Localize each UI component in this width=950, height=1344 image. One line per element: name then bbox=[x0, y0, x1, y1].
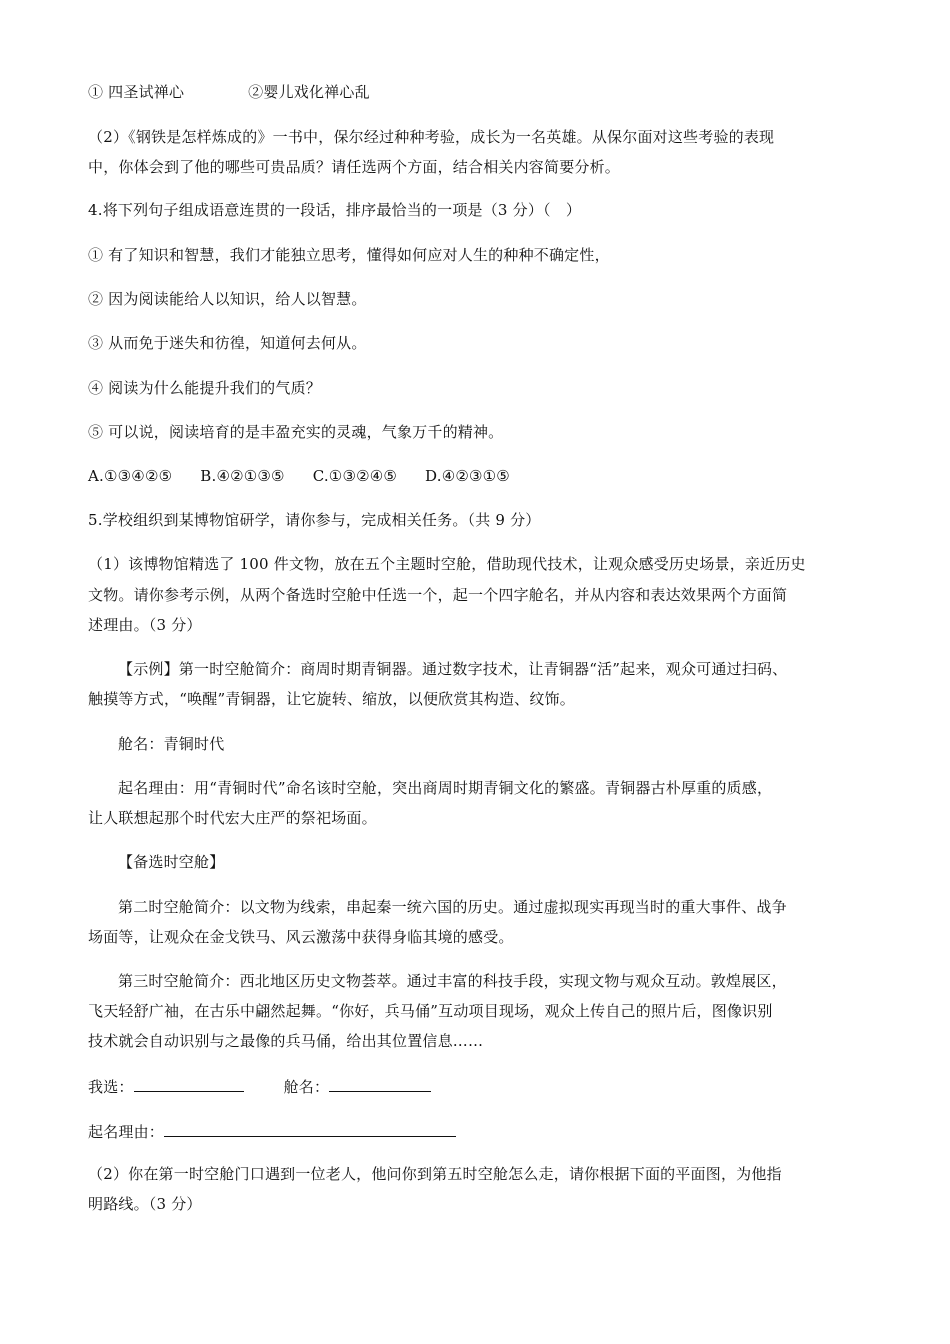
q5-cabin2-line-2: 场面等，让观众在金戈铁马、风云激荡中获得身临其境的感受。 bbox=[88, 928, 514, 946]
q5-part2-line-1: （2）你在第一时空舱门口遇到一位老人，他问你到第五时空舱怎么走，请你根据下面的平面图，为他指 bbox=[88, 1165, 782, 1183]
q5-part1-line-2: 文物。请你参考示例，从两个备选时空舱中任选一个，起一个四字舱名，并从内容和表达效果两个方面简 bbox=[88, 586, 788, 604]
q5-stem: 5.学校组织到某博物馆研学，请你参与，完成相关任务。（共 9 分） bbox=[88, 511, 541, 529]
q3-part1-options bbox=[88, 82, 878, 102]
q4-option-b: B.④②①③⑤ bbox=[200, 467, 285, 485]
q4-option-a: A.①③④②⑤ bbox=[88, 467, 173, 485]
q4-options bbox=[88, 466, 878, 486]
q5-example-reason-line-2: 让人联想起那个时代宏大庄严的祭祀场面。 bbox=[88, 809, 377, 827]
q5-part2-line-2: 明路线。（3 分） bbox=[88, 1195, 202, 1213]
q4-option-c: C.①③②④⑤ bbox=[312, 467, 398, 485]
q4-sentence-3: ③ 从而免于迷失和彷徨，知道何去何从。 bbox=[88, 334, 367, 352]
q3-part2-line-2: 中，你体会到了他的哪些可贵品质？请任选两个方面，结合相关内容简要分析。 bbox=[88, 158, 621, 176]
q4-sentence-4: ④ 阅读为什么能提升我们的气质？ bbox=[88, 379, 321, 397]
q4-sentence-5: ⑤ 可以说，阅读培育的是丰盈充实的灵魂，气象万千的精神。 bbox=[88, 423, 504, 441]
answer-name-label: 舱名： bbox=[283, 1078, 330, 1096]
q4-option-d: D.④②③①⑤ bbox=[425, 467, 510, 485]
q5-cabin3-line-1: 第三时空舱简介：西北地区历史文物荟萃。通过丰富的科技手段，实现文物与观众互动。敦煌展区， bbox=[118, 972, 787, 990]
q5-cabin3-line-2: 飞天轻舒广袖，在古乐中翩然起舞。“你好，兵马俑”互动项目现场，观众上传自己的照片后，图像识别 bbox=[88, 1002, 773, 1020]
q5-part1-line-1: （1）该博物馆精选了 100 件文物，放在五个主题时空舱，借助现代技术，让观众感受历史场景，亲近历史 bbox=[88, 555, 806, 573]
q4-sentence-1: ① 有了知识和智慧，我们才能独立思考，懂得如何应对人生的种种不确定性， bbox=[88, 246, 610, 264]
q5-cabin2-line-1: 第二时空舱简介：以文物为线索，串起秦一统六国的历史。通过虚拟现实再现当时的重大事件、战争 bbox=[118, 898, 787, 916]
q5-example-line-2: 触摸等方式，“唤醒”青铜器，让它旋转、缩放，以便欣赏其构造、纹饰。 bbox=[88, 690, 575, 708]
answer-reason-blank[interactable] bbox=[164, 1120, 456, 1137]
q5-alt-heading: 【备选时空舱】 bbox=[118, 853, 225, 871]
q5-example-reason-line-1: 起名理由：用“青铜时代”命名该时空舱，突出商周时期青铜文化的繁盛。青铜器古朴厚重的质感， bbox=[118, 779, 773, 797]
q5-answer-choice-row bbox=[88, 1075, 878, 1097]
q5-example-line-1: 【示例】第一时空舱简介：商周时期青铜器。通过数字技术，让青铜器“活”起来，观众可通过扫码、 bbox=[118, 660, 788, 678]
q4-stem: 4.将下列句子组成语意连贯的一段话，排序最恰当的一项是（3 分）（ ） bbox=[88, 201, 582, 219]
q3-option-1: ① 四圣试禅心 bbox=[88, 83, 185, 101]
answer-reason-label: 起名理由： bbox=[88, 1123, 165, 1141]
q5-example-name: 舱名：青铜时代 bbox=[118, 735, 225, 753]
q3-part2-line-1: （2）《钢铁是怎样炼成的》一书中，保尔经过种种考验，成长为一名英雄。从保尔面对这些考验的表现 bbox=[88, 128, 775, 146]
q4-sentence-2: ② 因为阅读能给人以知识，给人以智慧。 bbox=[88, 290, 367, 308]
q5-answer-reason-row bbox=[88, 1120, 878, 1142]
answer-name-blank[interactable] bbox=[329, 1075, 431, 1092]
answer-choice-label: 我选： bbox=[88, 1078, 134, 1096]
q3-option-2: ②婴儿戏化禅心乱 bbox=[248, 83, 370, 101]
q5-part1-line-3: 述理由。（3 分） bbox=[88, 616, 202, 634]
answer-choice-blank[interactable] bbox=[134, 1075, 244, 1092]
q5-cabin3-line-3: 技术就会自动识别与之最像的兵马俑，给出其位置信息…… bbox=[88, 1032, 484, 1050]
